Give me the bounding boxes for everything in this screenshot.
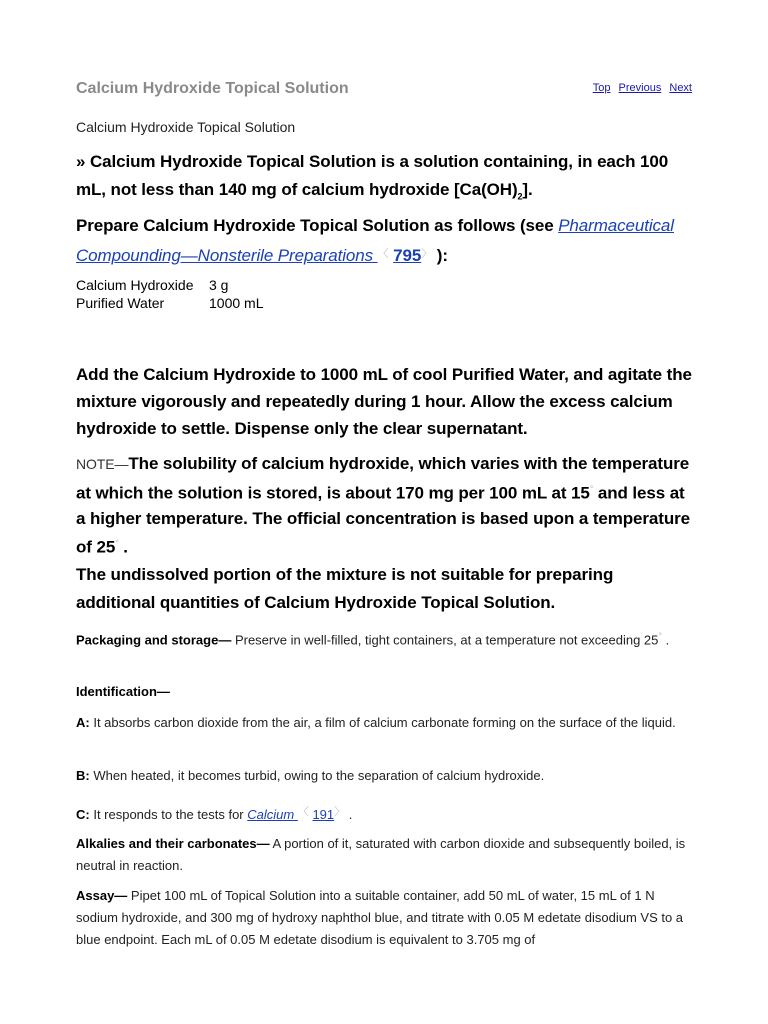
nav-previous-link[interactable]: Previous [618, 82, 662, 94]
assay-text: Pipet 100 mL of Topical Solution into a suitable container, add 50 mL of water, 15 mL of 1 N sodium hydroxide, and 300 mg of hydroxy naphthol blue, and titrate with 0.05 M edetate disodium VS to a blue endpoint. Each mL of 0.05 M edetate disodium is equivalent to 3.705 mg of [76, 888, 684, 947]
prepare-intro: Prepare Calcium Hydroxide Topical Solution as follows (see [76, 216, 559, 235]
definition-text: » Calcium Hydroxide Topical Solution is a solution containing, in each 100 mL, not less than 140 mg of calcium hydroxide [Ca(OH) [76, 152, 669, 199]
undissolved-paragraph: The undissolved portion of the mixture is not suitable for preparing additional quantities of Calcium Hydroxide Topical Solution. [76, 565, 614, 612]
note-text-1: The solubility of calcium hydroxide, which varies with the temperature at which the solution is stored, is about 170 mg per 100 mL at 15 [76, 454, 690, 503]
packaging-text: Preserve in well-filled, tight containers, at a temperature not exceeding 25 [231, 632, 659, 648]
method-paragraph: Add the Calcium Hydroxide to 1000 mL of cool Purified Water, and agitate the mixture vigorously and repeatedly during 1 hour. Allow the excess calcium hydroxide to settle. Dispense only the clear supernatant. [76, 365, 692, 438]
nav-next-link[interactable]: Next [669, 82, 692, 94]
identification-b [76, 765, 692, 787]
page-title: Calcium Hydroxide Topical Solution [76, 80, 349, 97]
nav-links [588, 82, 692, 94]
packaging-end: . [662, 632, 670, 648]
definition-paragraph [76, 148, 692, 210]
prepare-end: ): [432, 246, 448, 265]
table-row [76, 294, 269, 312]
test-a-label: A: [76, 715, 90, 730]
ingredient-name: Calcium Hydroxide [76, 277, 194, 293]
bracket-close: 〉 [421, 248, 433, 260]
page-header [76, 80, 692, 104]
bracket-open: 〈 [377, 248, 389, 260]
alkalies-text: A portion of it, saturated with carbon dioxide and subsequently boiled, is neutral in reaction. [76, 836, 686, 873]
ingredient-name: Purified Water [76, 295, 165, 311]
identification-heading [76, 681, 692, 703]
note-label: NOTE— [76, 456, 129, 472]
degree-symbol: ° [658, 631, 663, 641]
identification-c [76, 801, 692, 826]
subtitle: Calcium Hydroxide Topical Solution [76, 119, 296, 135]
test-c-label: C: [76, 807, 90, 822]
bracket-open: 〈 [297, 806, 309, 818]
assay-paragraph [76, 885, 692, 951]
calcium-link[interactable]: Calcium [247, 807, 298, 822]
alkalies-label: Alkalies and their carbonates— [76, 836, 270, 851]
ingredients-table [76, 276, 269, 312]
compounding-link[interactable]: Pharmaceutical Compounding—Nonsterile Preparations [76, 216, 674, 265]
identification-a [76, 712, 692, 734]
degree-symbol: ° [115, 537, 119, 548]
test-a-text: It absorbs carbon dioxide from the air, a film of calcium carbonate forming on the surface of the liquid. [89, 715, 676, 730]
nav-top-link[interactable]: Top [592, 82, 611, 94]
packaging-label: Packaging and storage— [76, 632, 232, 648]
chapter-191-link[interactable]: 191 [312, 807, 335, 822]
alkalies-paragraph [76, 833, 692, 877]
test-b-label: B: [76, 768, 90, 783]
test-c-end: . [345, 807, 353, 822]
prepare-paragraph [76, 212, 692, 270]
table-row [76, 276, 269, 294]
note-paragraph [76, 451, 692, 559]
note-text-2: and less at a higher temperature. The official concentration is based upon a temperature of 25 [76, 483, 690, 557]
degree-symbol: ° [589, 484, 594, 494]
definition-end: ]. [522, 180, 533, 199]
definition-subscript: 2 [517, 191, 523, 202]
ingredient-amount: 1000 mL [209, 295, 264, 311]
ingredient-amount: 3 g [209, 277, 229, 293]
bracket-close: 〉 [334, 806, 346, 818]
test-c-text: It responds to the tests for [89, 807, 248, 822]
packaging-paragraph [76, 623, 692, 653]
assay-label: Assay— [76, 888, 128, 903]
chapter-795-link[interactable]: 795 [393, 246, 422, 265]
test-b-text: When heated, it becomes turbid, owing to the separation of calcium hydroxide. [89, 768, 545, 783]
note-text-3: . [118, 537, 128, 557]
identification-label: Identification— [76, 684, 170, 699]
